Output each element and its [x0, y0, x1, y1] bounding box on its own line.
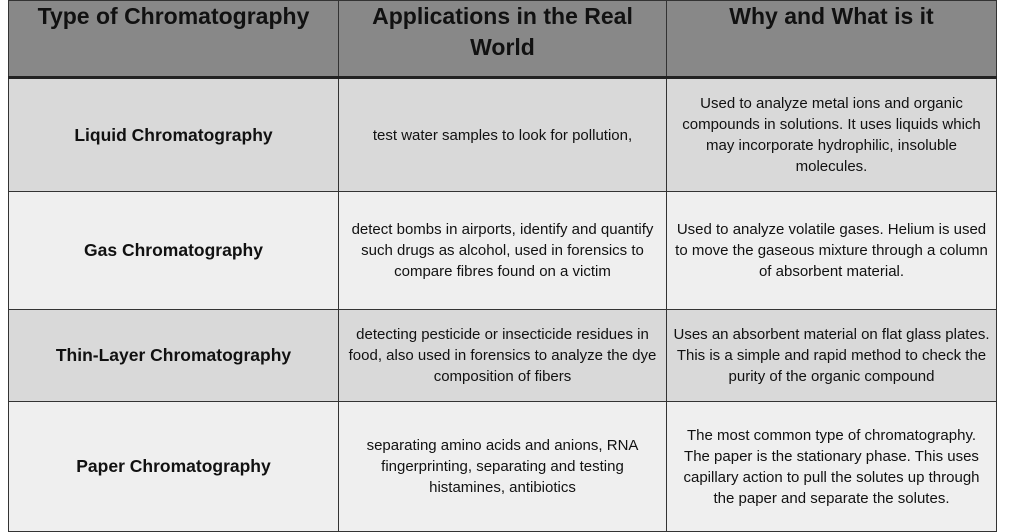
- table-header: [9, 1, 997, 78]
- header-description: Why and What is it: [667, 1, 997, 78]
- table-row: [9, 192, 997, 310]
- cell-applications: detect bombs in airports, identify and quantify such drugs as alcohol, used in forensics to compare fibres found on a victim: [339, 192, 667, 310]
- cell-applications: separating amino acids and anions, RNA fingerprinting, separating and testing histamines, antibiotics: [339, 402, 667, 532]
- table-body: [9, 78, 997, 532]
- cell-type: Gas Chromatography: [9, 192, 339, 310]
- header-type: Type of Chromatography: [9, 1, 339, 78]
- table-row: [9, 78, 997, 192]
- header-applications: Applications in the Real World: [339, 1, 667, 78]
- cell-type: Thin-Layer Chromatography: [9, 310, 339, 402]
- cell-description: Uses an absorbent material on flat glass plates. This is a simple and rapid method to check the purity of the organic compound: [667, 310, 997, 402]
- cell-applications: detecting pesticide or insecticide residues in food, also used in forensics to analyze the dye composition of fibers: [339, 310, 667, 402]
- cell-description: Used to analyze metal ions and organic compounds in solutions. It uses liquids which may incorporate hydrophilic, insoluble molecules.: [667, 78, 997, 192]
- cell-type: Paper Chromatography: [9, 402, 339, 532]
- cell-description: Used to analyze volatile gases. Helium is used to move the gaseous mixture through a column of absorbent material.: [667, 192, 997, 310]
- chromatography-table: [8, 0, 997, 532]
- cell-type: Liquid Chromatography: [9, 78, 339, 192]
- table-row: [9, 310, 997, 402]
- cell-applications: test water samples to look for pollution,: [339, 78, 667, 192]
- table-row: [9, 402, 997, 532]
- cell-description: The most common type of chromatography. The paper is the stationary phase. This uses capillary action to pull the solutes up through the paper and separate the solutes.: [667, 402, 997, 532]
- header-row: [9, 1, 997, 78]
